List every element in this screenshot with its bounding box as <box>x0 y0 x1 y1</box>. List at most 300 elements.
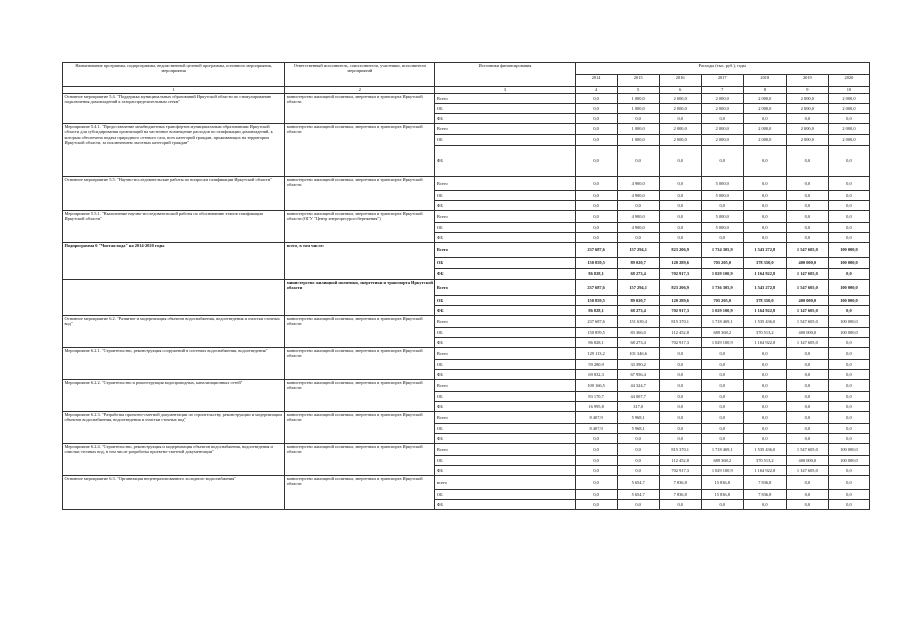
value-cell: 2 000,0 <box>743 135 786 146</box>
value-cell: 1 543 272,8 <box>743 280 786 296</box>
value-cell: 1 147 605,0 <box>786 466 828 476</box>
value-cell: 101 346,6 <box>617 348 659 360</box>
value-cell: 4 900,0 <box>617 191 659 201</box>
value-cell: 702 917,3 <box>659 338 701 348</box>
value-cell: 120 289,6 <box>659 258 701 269</box>
header-responsible: Ответственный исполнитель, соисполнители, участники, исполнители мероприятий <box>285 63 435 87</box>
value-cell: 0,0 <box>575 233 617 243</box>
row-source: Всего <box>435 348 575 360</box>
value-cell: 68 273,4 <box>617 338 659 348</box>
header-column-number: 4 <box>575 87 617 94</box>
row-source: ОБ <box>435 104 575 114</box>
value-cell: 100 000,0 <box>828 258 869 269</box>
value-cell: 0,0 <box>701 412 743 424</box>
value-cell: 16 995,8 <box>575 402 617 412</box>
value-cell: 2 000,0 <box>828 94 869 104</box>
value-cell: 86 828,1 <box>575 306 617 316</box>
value-cell: 0,0 <box>743 146 786 177</box>
value-cell: 86 828,1 <box>575 338 617 348</box>
value-cell: 1 547 605,0 <box>786 316 828 328</box>
row-name: Основное мероприятие 5.4. "Поддержка муниципальных образований Иркутской области по стимулированию подключения домовладений к газораспределительным сетям" <box>63 94 285 124</box>
value-cell: 0,0 <box>786 360 828 370</box>
row-responsible: министерство жилищной политики, энергетики и транспорта Иркутской области <box>285 280 435 316</box>
value-cell: 5 654,7 <box>617 490 659 500</box>
value-cell: 4 900,0 <box>617 211 659 223</box>
value-cell: 2 000,0 <box>828 124 869 135</box>
value-cell: 0,0 <box>828 201 869 211</box>
table-row <box>63 211 870 223</box>
table-row <box>63 348 870 360</box>
value-cell: 0,0 <box>828 146 869 177</box>
value-cell: 0,0 <box>828 412 869 424</box>
value-cell: 0,0 <box>743 434 786 444</box>
value-cell: 100 000,0 <box>828 280 869 296</box>
value-cell: 1 029 100,9 <box>701 338 743 348</box>
value-cell: 59 280,9 <box>575 360 617 370</box>
row-responsible: министерство жилищной политики, энергетики и транспорта Иркутской области <box>285 380 435 412</box>
value-cell: 0,0 <box>828 269 869 280</box>
header-year: 2020 <box>828 75 869 87</box>
value-cell: 0,0 <box>743 500 786 510</box>
value-cell: 112 452,8 <box>659 328 701 338</box>
value-cell: 0,0 <box>786 500 828 510</box>
value-cell: 5 000,0 <box>701 223 743 233</box>
value-cell: 0,0 <box>828 392 869 402</box>
row-source: Всего <box>435 316 575 328</box>
value-cell: 86 828,1 <box>575 269 617 280</box>
value-cell: 0,0 <box>786 233 828 243</box>
value-cell: 0,0 <box>617 434 659 444</box>
value-cell: 5 968,1 <box>617 412 659 424</box>
value-cell: 0,0 <box>743 380 786 392</box>
value-cell: 0,0 <box>575 177 617 191</box>
value-cell: 0,0 <box>659 211 701 223</box>
value-cell: 69 832,3 <box>575 370 617 380</box>
header-column-number: 3 <box>435 87 575 94</box>
value-cell: 100 000,0 <box>828 243 869 258</box>
value-cell: 1 000,0 <box>617 94 659 104</box>
value-cell: 0,0 <box>743 177 786 191</box>
value-cell: 1 000,0 <box>617 135 659 146</box>
value-cell: 1 164 922,8 <box>743 269 786 280</box>
value-cell: 0,0 <box>786 191 828 201</box>
row-responsible: министерство жилищной политики, энергетики и транспорта Иркутской области <box>285 348 435 380</box>
value-cell: 100 166,5 <box>575 380 617 392</box>
value-cell: 1 535 436,0 <box>743 316 786 328</box>
header-column-number: 9 <box>786 87 828 94</box>
value-cell: 0,0 <box>828 306 869 316</box>
row-source: ФБ <box>435 114 575 124</box>
value-cell: 0,0 <box>828 380 869 392</box>
value-cell: 7 836,8 <box>659 476 701 490</box>
value-cell: 100 000,0 <box>828 444 869 456</box>
value-cell: 100 000,0 <box>828 296 869 306</box>
value-cell: 150 859,5 <box>575 328 617 338</box>
value-cell: 0,0 <box>743 211 786 223</box>
value-cell: 0,0 <box>617 201 659 211</box>
value-cell: 400 000,0 <box>786 456 828 466</box>
value-cell: 5 968,1 <box>617 424 659 434</box>
value-cell: 0,0 <box>786 476 828 490</box>
value-cell: 1 000,0 <box>617 124 659 135</box>
header-row-top <box>63 63 870 75</box>
value-cell: 0,0 <box>575 434 617 444</box>
value-cell: 1 164 922,8 <box>743 306 786 316</box>
value-cell: 1 164 922,8 <box>743 338 786 348</box>
value-cell: 33 390,2 <box>617 360 659 370</box>
value-cell: 2 000,0 <box>743 104 786 114</box>
value-cell: 815 370,1 <box>659 316 701 328</box>
row-source: всего <box>435 476 575 490</box>
table-row <box>63 280 870 296</box>
value-cell: 0,0 <box>617 456 659 466</box>
header-column-number: 8 <box>743 87 786 94</box>
value-cell: 1 029 100,9 <box>701 269 743 280</box>
value-cell: 702 917,3 <box>659 306 701 316</box>
value-cell: 2 000,0 <box>659 135 701 146</box>
value-cell: 0,0 <box>828 434 869 444</box>
row-source: ОБ <box>435 258 575 269</box>
value-cell: 5 000,0 <box>701 177 743 191</box>
value-cell: 823 206,9 <box>659 243 701 258</box>
value-cell: 0,0 <box>659 500 701 510</box>
value-cell: 0,0 <box>617 500 659 510</box>
value-cell: 400 000,0 <box>786 258 828 269</box>
table-row <box>63 94 870 104</box>
value-cell: 2 000,0 <box>786 124 828 135</box>
row-source: ОБ <box>435 191 575 201</box>
table-row <box>63 476 870 490</box>
value-cell: 112 452,8 <box>659 456 701 466</box>
row-source: Всего <box>435 280 575 296</box>
row-name <box>63 280 285 316</box>
value-cell: 0,0 <box>575 223 617 233</box>
row-source: ОБ <box>435 223 575 233</box>
row-responsible: министерство жилищной политики, энергетики и транспорта Иркутской области <box>285 94 435 124</box>
row-responsible: министерство жилищной политики, энергетики и транспорта Иркутской области <box>285 412 435 444</box>
value-cell: 2 000,0 <box>743 94 786 104</box>
row-source: ФБ <box>435 500 575 510</box>
value-cell: 0,0 <box>828 370 869 380</box>
row-source: ОБ <box>435 328 575 338</box>
value-cell: 2 000,0 <box>701 124 743 135</box>
row-source: ФБ <box>435 201 575 211</box>
value-cell: 0,0 <box>786 412 828 424</box>
value-cell: 0,0 <box>828 424 869 434</box>
value-cell: 0,0 <box>743 412 786 424</box>
table-row <box>63 444 870 456</box>
value-cell: 0,0 <box>828 223 869 233</box>
value-cell: 0,0 <box>575 466 617 476</box>
value-cell: 0,0 <box>786 392 828 402</box>
value-cell: 67 956,4 <box>617 370 659 380</box>
value-cell: 0,0 <box>659 223 701 233</box>
value-cell: 0,0 <box>575 201 617 211</box>
row-name: Мероприятие 6.2.2. "Строительство и реконструкция водопроводных, канализационных сетей" <box>63 380 285 412</box>
row-source: Всего <box>435 380 575 392</box>
row-name: Основное мероприятие 6.3. "Организация нецентрализованного холодного водоснабжения" <box>63 476 285 510</box>
value-cell: 0,0 <box>617 466 659 476</box>
row-name: Мероприятие 5.4.1. "Предоставление межбюджетных трансфертов муниципальным образованиям Иркутской области для субсидирования организаций на частичное возмещение расходов по газификации домовладений, к которым обеспечена подача природного сетевого газа, всех категорий граждан, проживающих на территории Иркутской области, за исключением льготных категорий граждан" <box>63 124 285 177</box>
value-cell: 150 859,5 <box>575 296 617 306</box>
value-cell: 0,0 <box>743 360 786 370</box>
value-cell: 0,0 <box>575 211 617 223</box>
row-name: Основное мероприятие 5.5. "Научно-исследовательские работы по вопросам газификации Иркутской области" <box>63 177 285 211</box>
header-column-numbers-row <box>63 87 870 94</box>
value-cell: 2 000,0 <box>786 104 828 114</box>
value-cell: 2 000,0 <box>828 104 869 114</box>
row-source: Всего <box>435 412 575 424</box>
row-responsible: министерство жилищной политики, энергетики и транспорта Иркутской области <box>285 476 435 510</box>
value-cell: 689 368,2 <box>701 328 743 338</box>
value-cell: 2 000,0 <box>786 135 828 146</box>
header-column-number: 10 <box>828 87 869 94</box>
row-source: ФБ <box>435 233 575 243</box>
value-cell: 0,0 <box>575 114 617 124</box>
row-source: ФБ <box>435 402 575 412</box>
row-responsible: министерство жилищной политики, энергетики и транспорта Иркутской области (ОГУ "Центр энергоресурсосбережения") <box>285 211 435 243</box>
value-cell: 0,0 <box>828 233 869 243</box>
value-cell: 1 736 305,9 <box>701 280 743 296</box>
value-cell: 0,0 <box>659 392 701 402</box>
row-source: ФБ <box>435 306 575 316</box>
value-cell: 100 000,0 <box>828 456 869 466</box>
value-cell: 0,0 <box>659 201 701 211</box>
value-cell: 0,0 <box>659 412 701 424</box>
value-cell: 0,0 <box>701 392 743 402</box>
value-cell: 0,0 <box>786 211 828 223</box>
value-cell: 1 547 605,0 <box>786 444 828 456</box>
value-cell: 702 917,3 <box>659 269 701 280</box>
value-cell: 0,0 <box>786 177 828 191</box>
value-cell: 0,0 <box>575 490 617 500</box>
value-cell: 0,0 <box>743 424 786 434</box>
header-year: 2014 <box>575 75 617 87</box>
value-cell: 0,0 <box>701 348 743 360</box>
value-cell: 2 000,0 <box>659 104 701 114</box>
header-column-number: 6 <box>659 87 701 94</box>
value-cell: 0,0 <box>701 370 743 380</box>
table-row <box>63 316 870 328</box>
value-cell: 0,0 <box>743 348 786 360</box>
value-cell: 0,0 <box>659 177 701 191</box>
value-cell: 0,0 <box>828 466 869 476</box>
row-source: ФБ <box>435 370 575 380</box>
row-responsible: министерство жилищной политики, энергетики и транспорта Иркутской области <box>285 124 435 177</box>
header-year: 2017 <box>701 75 743 87</box>
table-row <box>63 124 870 135</box>
row-source: ОБ <box>435 296 575 306</box>
value-cell: 0,0 <box>659 348 701 360</box>
value-cell: 2 000,0 <box>659 124 701 135</box>
row-source: ОБ <box>435 456 575 466</box>
value-cell: 370 513,2 <box>743 456 786 466</box>
value-cell: 2 000,0 <box>828 135 869 146</box>
row-source: ФБ <box>435 434 575 444</box>
value-cell: 5 000,0 <box>701 191 743 201</box>
budget-table <box>62 62 870 510</box>
value-cell: 1 147 605,0 <box>786 338 828 348</box>
value-cell: 705 205,0 <box>701 296 743 306</box>
value-cell: 5 000,0 <box>701 211 743 223</box>
table-row <box>63 380 870 392</box>
value-cell: 0,0 <box>659 370 701 380</box>
value-cell: 2 000,0 <box>659 94 701 104</box>
value-cell: 0,0 <box>575 476 617 490</box>
value-cell: 378 350,0 <box>743 258 786 269</box>
value-cell: 0,0 <box>743 233 786 243</box>
header-name: Наименование программы, подпрограммы, ведомственной целевой программы, основного мероприятия, мероприятия <box>63 63 285 87</box>
value-cell: 157 294,1 <box>617 280 659 296</box>
value-cell: 0,0 <box>701 434 743 444</box>
value-cell: 0,0 <box>786 146 828 177</box>
value-cell: 0,0 <box>701 233 743 243</box>
row-name: Мероприятие 5.5.1. "Выполнение научно-исследовательской работы по обоснованию этапов газификации Иркутской области" <box>63 211 285 243</box>
value-cell: 1 029 100,9 <box>701 466 743 476</box>
row-source: ФБ <box>435 146 575 177</box>
header-year: 2019 <box>786 75 828 87</box>
row-source: ФБ <box>435 466 575 476</box>
value-cell: 815 370,1 <box>659 444 701 456</box>
value-cell: 0,0 <box>701 146 743 177</box>
value-cell: 0,0 <box>701 360 743 370</box>
row-responsible: министерство жилищной политики, энергетики и транспорта Иркутской области <box>285 444 435 476</box>
value-cell: 1 718 469,1 <box>701 316 743 328</box>
value-cell: 0,0 <box>659 402 701 412</box>
value-cell: 0,0 <box>701 201 743 211</box>
value-cell: 8 407,9 <box>575 424 617 434</box>
value-cell: 1 734 305,9 <box>701 243 743 258</box>
value-cell: 0,0 <box>575 94 617 104</box>
value-cell: 150 859,5 <box>575 258 617 269</box>
value-cell: 0,0 <box>828 360 869 370</box>
value-cell: 0,0 <box>828 211 869 223</box>
value-cell: 400 000,0 <box>786 328 828 338</box>
value-cell: 129 113,2 <box>575 348 617 360</box>
value-cell: 702 917,3 <box>659 466 701 476</box>
row-source: Всего <box>435 124 575 135</box>
value-cell: 400 000,0 <box>786 296 828 306</box>
value-cell: 120 289,6 <box>659 296 701 306</box>
value-cell: 0,0 <box>701 500 743 510</box>
value-cell: 0,0 <box>743 201 786 211</box>
value-cell: 83 170,7 <box>575 392 617 402</box>
header-year: 2015 <box>617 75 659 87</box>
value-cell: 44 007,7 <box>617 392 659 402</box>
row-source: Всего <box>435 211 575 223</box>
header-year: 2016 <box>659 75 701 87</box>
value-cell: 83 366,0 <box>617 328 659 338</box>
row-source: ФБ <box>435 338 575 348</box>
value-cell: 1 547 605,0 <box>786 243 828 258</box>
row-name: Основное мероприятие 6.2. "Развитие и модернизация объектов водоснабжения, водоотведения и очистки сточных вод" <box>63 316 285 348</box>
value-cell: 0,0 <box>659 380 701 392</box>
table-row <box>63 412 870 424</box>
value-cell: 0,0 <box>617 444 659 456</box>
row-name: Подпрограмма 6 "Чистая вода" на 2014-2020 годы <box>63 243 285 280</box>
value-cell: 237 687,6 <box>575 280 617 296</box>
header-source: Источники финансирования <box>435 63 575 87</box>
value-cell: 0,0 <box>659 424 701 434</box>
value-cell: 0,0 <box>575 146 617 177</box>
value-cell: 1 718 469,1 <box>701 444 743 456</box>
value-cell: 2 000,0 <box>701 135 743 146</box>
value-cell: 151 639,4 <box>617 316 659 328</box>
row-source: ОБ <box>435 392 575 402</box>
value-cell: 89 020,7 <box>617 258 659 269</box>
value-cell: 0,0 <box>575 124 617 135</box>
value-cell: 0,0 <box>786 114 828 124</box>
table-row <box>63 243 870 258</box>
row-source: Всего <box>435 243 575 258</box>
row-name: Мероприятие 6.2.3. "Разработка проектно-сметной документации по строительству, реконструкции и модернизации объектов водоснабжения, водоотведения и очистки сточных вод" <box>63 412 285 444</box>
value-cell: 0,0 <box>828 114 869 124</box>
value-cell: 705 205,0 <box>701 258 743 269</box>
value-cell: 0,0 <box>617 146 659 177</box>
row-source: Всего <box>435 94 575 104</box>
value-cell: 100 000,0 <box>828 328 869 338</box>
value-cell: 0,0 <box>786 370 828 380</box>
row-source: Всего <box>435 444 575 456</box>
value-cell: 1 164 922,8 <box>743 466 786 476</box>
value-cell: 0,0 <box>743 191 786 201</box>
header-column-number: 2 <box>285 87 435 94</box>
value-cell: 823 206,9 <box>659 280 701 296</box>
value-cell: 15 836,8 <box>701 476 743 490</box>
value-cell: 0,0 <box>743 392 786 402</box>
value-cell: 0,0 <box>701 380 743 392</box>
value-cell: 0,0 <box>659 434 701 444</box>
value-cell: 0,0 <box>828 402 869 412</box>
value-cell: 1 029 100,9 <box>701 306 743 316</box>
value-cell: 0,0 <box>828 338 869 348</box>
value-cell: 1 147 605,0 <box>786 269 828 280</box>
value-cell: 7 836,8 <box>659 490 701 500</box>
value-cell: 0,0 <box>659 114 701 124</box>
value-cell: 237 687,6 <box>575 316 617 328</box>
value-cell: 370 513,2 <box>743 328 786 338</box>
value-cell: 378 350,0 <box>743 296 786 306</box>
value-cell: 0,0 <box>701 402 743 412</box>
value-cell: 317,0 <box>617 402 659 412</box>
header-column-number: 7 <box>701 87 743 94</box>
value-cell: 0,0 <box>786 201 828 211</box>
value-cell: 0,0 <box>828 490 869 500</box>
table-body <box>63 94 870 510</box>
value-cell: 1 547 605,0 <box>786 280 828 296</box>
value-cell: 237 687,6 <box>575 243 617 258</box>
value-cell: 0,0 <box>701 424 743 434</box>
value-cell: 1 543 272,8 <box>743 243 786 258</box>
row-source: ФБ <box>435 269 575 280</box>
header-column-number: 5 <box>617 87 659 94</box>
value-cell: 68 273,4 <box>617 306 659 316</box>
value-cell: 0,0 <box>786 402 828 412</box>
value-cell: 0,0 <box>575 456 617 466</box>
row-responsible: министерство жилищной политики, энергетики и транспорта Иркутской области <box>285 177 435 211</box>
value-cell: 1 535 436,0 <box>743 444 786 456</box>
value-cell: 0,0 <box>828 177 869 191</box>
row-name: Мероприятие 6.2.1. "Строительство, реконструкция сооружений в системах водоснабжения, водоотведения" <box>63 348 285 380</box>
value-cell: 7 836,8 <box>743 476 786 490</box>
value-cell: 0,0 <box>575 444 617 456</box>
value-cell: 0,0 <box>786 490 828 500</box>
value-cell: 0,0 <box>786 348 828 360</box>
value-cell: 2 000,0 <box>701 104 743 114</box>
row-source: ОБ <box>435 490 575 500</box>
value-cell: 7 836,8 <box>743 490 786 500</box>
value-cell: 0,0 <box>575 104 617 114</box>
